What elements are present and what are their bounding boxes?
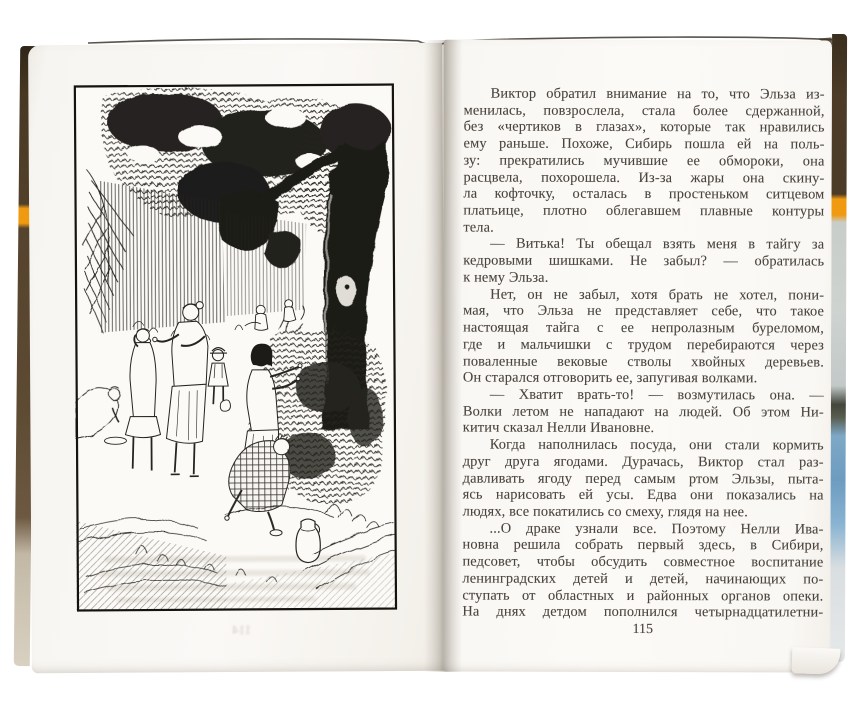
forest-illustration	[73, 83, 397, 612]
text-line: настоящая тайга с ее непролазным буреломом,	[463, 319, 825, 337]
text-line: — Витька! Ты обещал взять меня в тайгу за	[490, 236, 825, 253]
text-line: менилась, повзрослела, стала более сдержанной,	[463, 102, 825, 120]
text-line: Когда наполнилась посуда, они стали кормить	[489, 436, 824, 454]
text-line: к нему Эльза.	[463, 269, 549, 286]
text-line: ступать от областных и районных органов опеки.	[462, 587, 824, 605]
text-line: китич сказал Нелли Ивановне.	[462, 419, 655, 437]
text-line: расцвела, похорошела. Из-за жары она скину-	[463, 169, 825, 187]
text-line: поваленные вековые стволы хвойных деревьев.	[462, 353, 825, 370]
body-text	[462, 86, 824, 622]
text-line: Волки летом не нападают на людей. Об этом Ни-	[462, 403, 824, 421]
text-line: — Хватит врать-то! — возмутилась она. —	[489, 386, 824, 404]
book-cover-edge-right	[830, 34, 847, 662]
bleedthrough-page-number: 114	[232, 621, 252, 638]
text-line: где и мальчишки с трудом перебираются через	[463, 336, 825, 354]
right-page	[442, 39, 832, 672]
text-line: без «чертиков в глазах», которые так нравились	[463, 118, 825, 136]
text-line: ...О драке узнали все. Поэтому Нелли Ива-	[489, 520, 824, 538]
text-line: педсовет, чтобы обсудить совместное воспитание	[462, 553, 824, 571]
text-line: друг друга ягодами. Дурачась, Виктор стал раз-	[462, 453, 824, 471]
text-line: ясь нарисовать ей усы. Едва они показались на	[462, 486, 824, 504]
text-line: Виктор обратил внимание на то, что Эльза из-	[490, 85, 825, 103]
book-bottom-edge	[26, 661, 838, 693]
text-line: Нет, он не забыл, хотя брать не хотел, пони-	[490, 286, 825, 304]
text-line: давливать ягоду перед самым ртом Эльзы, пыта-	[462, 470, 824, 488]
text-line: ему раньше. Похоже, Сибирь пошла ей на поль-	[463, 135, 825, 153]
text-line: кедровыми шишками. Не забыл? — обратилась	[463, 252, 825, 270]
text-line: мая, что Эльза не представляет себе, что такое	[463, 302, 825, 320]
page-number: 115	[632, 621, 654, 638]
text-line: людях, все покатились со смеху, глядя на нее.	[462, 503, 749, 521]
text-line: тела.	[463, 219, 494, 236]
text-line: новна решила собрать первый здесь, в Сибири,	[462, 536, 824, 554]
text-line: ла кофточку, осталась в простеньком ситцевом	[463, 185, 825, 203]
text-line: На днях детдом пополнился четырнадцатилетни-	[462, 603, 824, 621]
text-line: платьице, плотно облегавшем плавные контуры	[463, 202, 825, 220]
left-page	[28, 43, 446, 674]
text-line: Он старался отговорить ее, запугивая волками.	[462, 369, 758, 387]
text-line: ленинградских детей и детей, начинающих по-	[462, 570, 824, 588]
text-line: зу: прекратились мучившие ее обмороки, она	[463, 152, 825, 170]
